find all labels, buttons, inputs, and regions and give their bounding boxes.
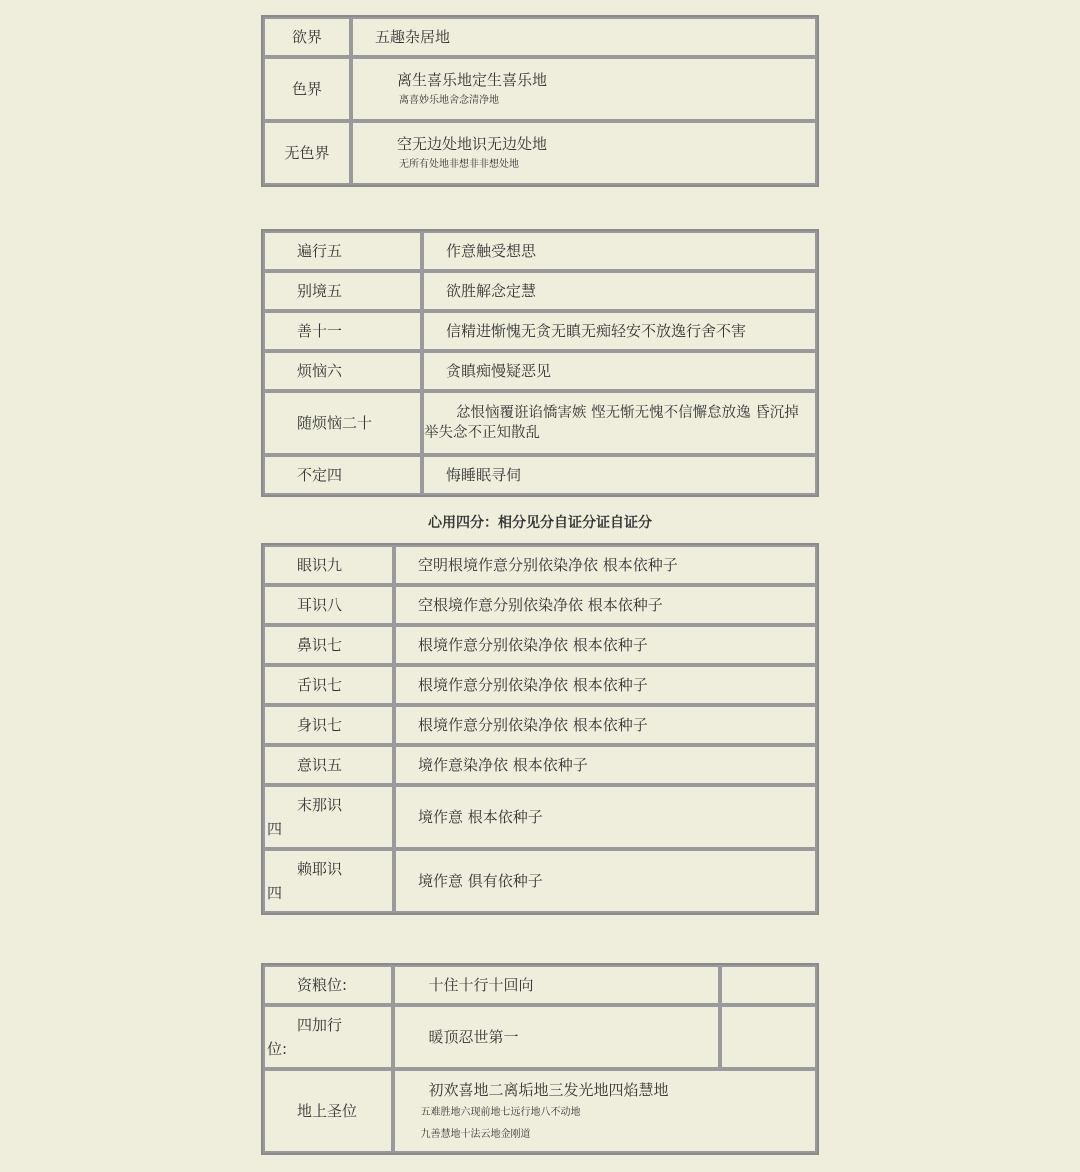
factor-label: 善十一 (263, 311, 422, 351)
realms-table (261, 15, 819, 187)
stage-extra-cell (720, 965, 817, 1005)
stage-value: 暖顶忍世第一 (393, 1005, 720, 1069)
factor-label: 别境五 (263, 271, 422, 311)
factor-value: 作意触受想思 (422, 231, 817, 271)
consciousness-label: 意识五 (263, 745, 394, 785)
factor-label: 遍行五 (263, 231, 422, 271)
consciousness-label: 赖耶识 四 (263, 849, 394, 913)
realm-label: 色界 (263, 57, 351, 121)
factor-value: 忿恨恼覆诳谄憍害嫉 悭无惭无愧不信懈怠放逸 昏沉掉 举失念不正知散乱 (422, 391, 817, 455)
consciousness-value: 根境作意分别依染净依 根本依种子 (394, 705, 817, 745)
consciousness-label: 鼻识七 (263, 625, 394, 665)
mental-factors-table (261, 229, 819, 497)
consciousness-value: 根境作意分别依染净依 根本依种子 (394, 625, 817, 665)
consciousness-label: 末那识 四 (263, 785, 394, 849)
four-divisions-caption: 心用四分：相分见分自证分证自证分 (428, 515, 652, 531)
consciousness-value: 境作意染净依 根本依种子 (394, 745, 817, 785)
consciousness-value: 根境作意分别依染净依 根本依种子 (394, 665, 817, 705)
consciousness-label: 舌识七 (263, 665, 394, 705)
factor-value: 欲胜解念定慧 (422, 271, 817, 311)
realm-label: 无色界 (263, 121, 351, 185)
consciousness-label: 眼识九 (263, 545, 394, 585)
consciousness-value: 境作意 俱有依种子 (394, 849, 817, 913)
consciousness-value: 境作意 根本依种子 (394, 785, 817, 849)
stage-label: 地上圣位 (263, 1069, 393, 1153)
factor-label: 不定四 (263, 455, 422, 495)
consciousness-label: 耳识八 (263, 585, 394, 625)
stage-extra-cell (720, 1005, 817, 1069)
factor-label: 烦恼六 (263, 351, 422, 391)
realm-value: 离生喜乐地定生喜乐地 离喜妙乐地舍念清净地 (351, 57, 817, 121)
consciousness-value: 空明根境作意分别依染净依 根本依种子 (394, 545, 817, 585)
stage-label: 资粮位: (263, 965, 393, 1005)
consciousness-value: 空根境作意分别依染净依 根本依种子 (394, 585, 817, 625)
stage-value: 初欢喜地二离垢地三发光地四焰慧地 五难胜地六现前地七远行地八不动地 九善慧地十法云地金刚道 (393, 1069, 818, 1153)
realm-value: 五趣杂居地 (351, 17, 817, 57)
consciousness-table (261, 543, 819, 915)
realm-value: 空无边处地识无边处地 无所有处地非想非非想处地 (351, 121, 817, 185)
realm-label: 欲界 (263, 17, 351, 57)
factor-value: 信精进惭愧无贪无瞋无痴轻安不放逸行舍不害 (422, 311, 817, 351)
stages-table (261, 963, 819, 1155)
factor-label: 随烦恼二十 (263, 391, 422, 455)
consciousness-label: 身识七 (263, 705, 394, 745)
stage-label: 四加行 位: (263, 1005, 393, 1069)
stage-value: 十住十行十回向 (393, 965, 720, 1005)
factor-value: 悔睡眠寻伺 (422, 455, 817, 495)
factor-value: 贪瞋痴慢疑恶见 (422, 351, 817, 391)
